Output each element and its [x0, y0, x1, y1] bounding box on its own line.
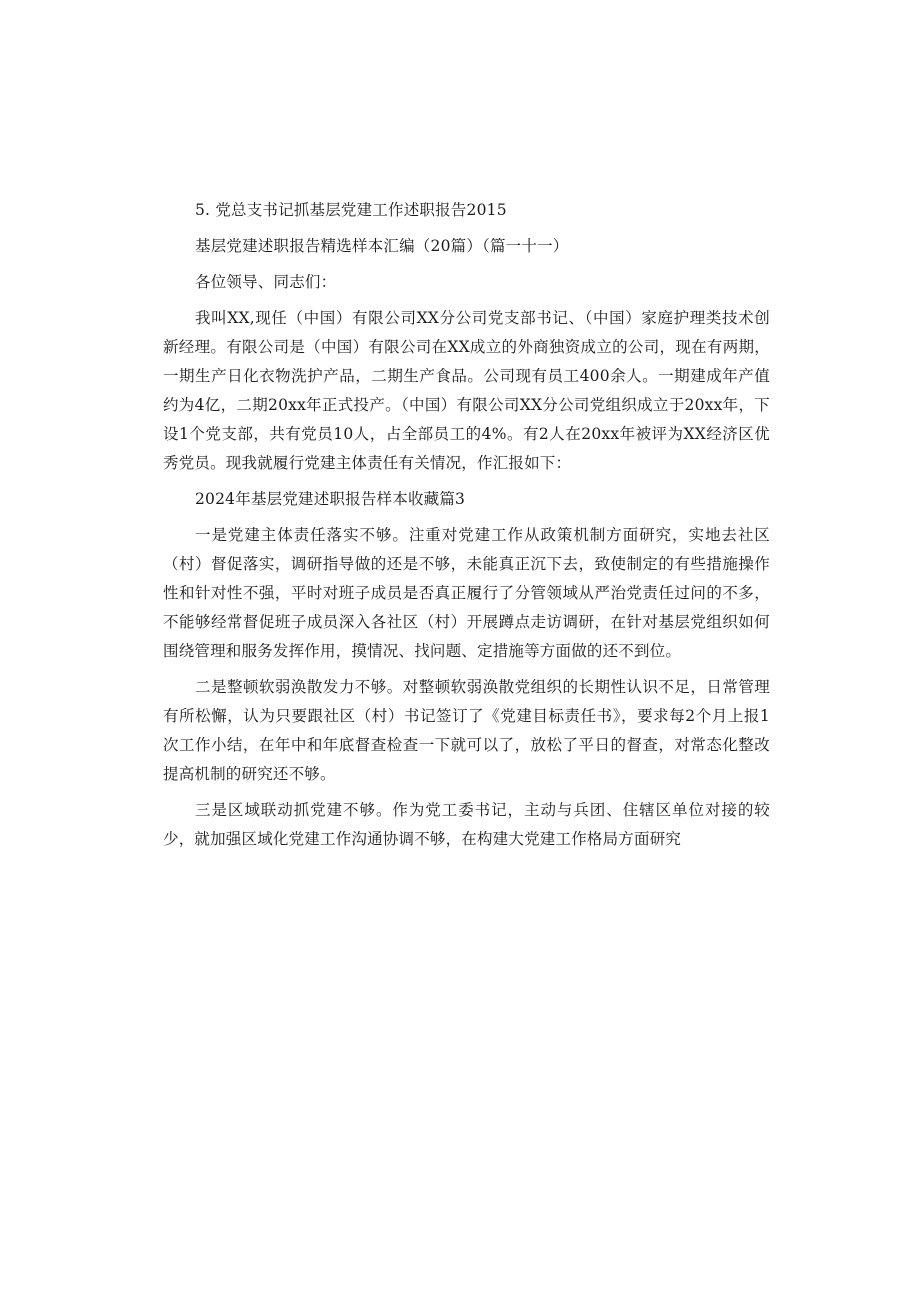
document-subtitle: 基层党建述职报告精选样本汇编（20篇）（篇一十一）: [195, 237, 569, 255]
section-title: 2024年基层党建述职报告样本收藏篇3: [195, 490, 466, 508]
body-paragraph-1: 一是党建主体责任落实不够。注重对党建工作从政策机制方面研究，实地去社区（村）督促落实，调研指导做的还是不够，未能真正沉下去，致使制定的有些措施操作性和针对性不强，平时对班子成员是否真正履行了分管领域从严治党责任过问的不多，不能够经常督促班子成员深入各社区（村）开展蹲点走访调研，在针对基层党组织如何围绕管理和服务发挥作用，摸情况、找问题、定措施等方面做的还不到位。: [163, 526, 770, 660]
salutation: 各位领导、同志们：: [195, 273, 337, 291]
intro-paragraph: 我叫XX,现任（中国）有限公司XX分公司党支部书记、（中国）家庭护理类技术创新经理。有限公司是（中国）有限公司在XX成立的外商独资成立的公司，现在有两期，一期生产日化衣物洗护产品，二期生产食品。公司现有员工400余人。一期建成年产值约为4亿，二期20xx年正式投产。（中国）有限公司XX分公司党组织成立于20xx年，下设1个党支部，共有党员10人，占全部员工的4%。有2人在20xx年被评为XX经济区优秀党员。现我就履行党建主体责任有关情况，作汇报如下：: [163, 309, 770, 472]
body-paragraph-2: 二是整顿软弱涣散发力不够。对整顿软弱涣散党组织的长期性认识不足，日常管理有所松懈，认为只要跟社区（村）书记签订了《党建目标责任书》，要求每2个月上报1次工作小结，在年中和年底督查检查一下就可以了，放松了平日的督查，对常态化整改提高机制的研究还不够。: [163, 678, 770, 783]
document-body: [163, 196, 770, 854]
document-heading: 5. 党总支书记抓基层党建工作述职报告2015: [195, 201, 507, 219]
body-paragraph-3: 三是区域联动抓党建不够。作为党工委书记，主动与兵团、住辖区单位对接的较少，就加强区域化党建工作沟通协调不够，在构建大党建工作格局方面研究: [163, 801, 770, 848]
